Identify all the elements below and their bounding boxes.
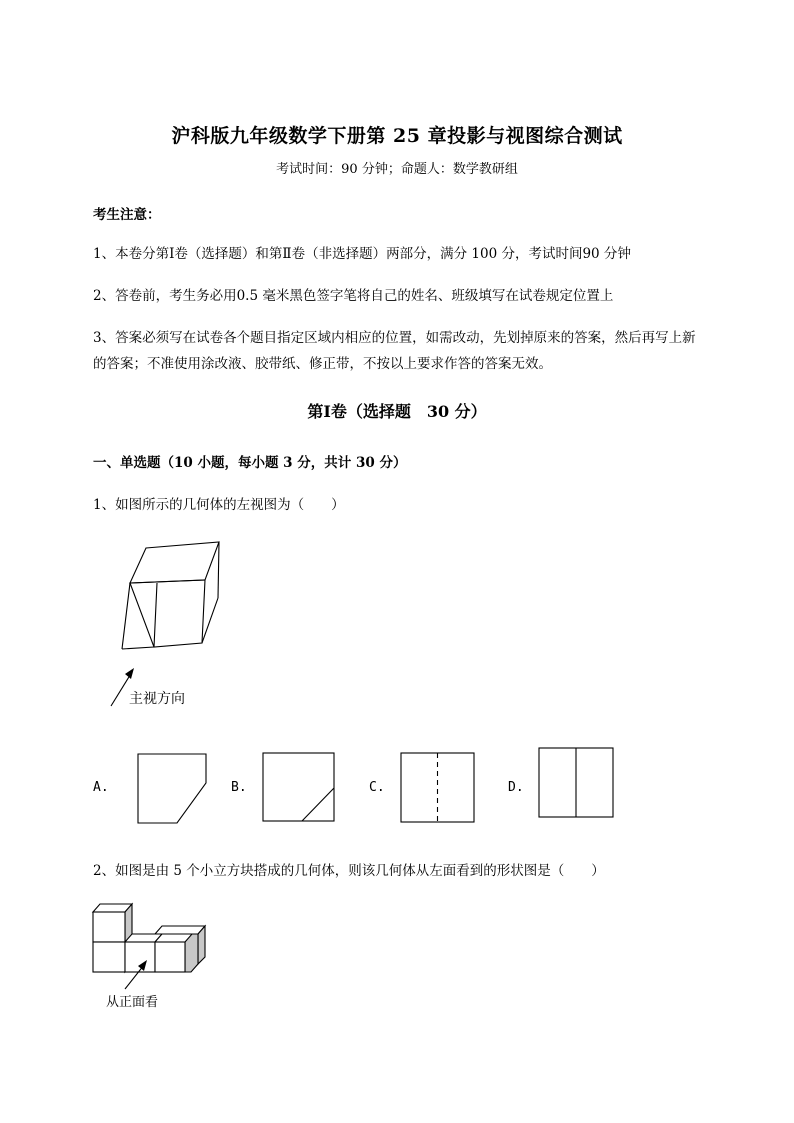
- option-a-figure[interactable]: [137, 753, 209, 825]
- notice-heading: 考生注意：: [93, 207, 161, 223]
- option-b-label[interactable]: B.: [231, 780, 247, 795]
- option-a-label[interactable]: A.: [93, 780, 109, 795]
- option-c-label[interactable]: C.: [369, 780, 385, 795]
- question-2-cubes-figure: [92, 899, 212, 999]
- option-d-label[interactable]: D.: [508, 780, 524, 795]
- option-c-figure[interactable]: [400, 752, 476, 824]
- section-title: 第Ⅰ卷（选择题 30 分）: [307, 402, 487, 421]
- option-b-figure[interactable]: [262, 752, 336, 824]
- option-d-figure[interactable]: [538, 747, 615, 819]
- question-2-view-label: 从正面看: [106, 995, 159, 1010]
- part-heading: 一、单选题（10 小题，每小题 3 分，共计 30 分）: [93, 455, 407, 471]
- question-2-stem: 2、如图是由 5 个小立方块搭成的几何体，则该几何体从左面看到的形状图是（ ）: [93, 863, 605, 879]
- notice-item-3-cont: 的答案；不准使用涂改液、胶带纸、修正带，不按以上要求作答的答案无效。: [93, 356, 552, 372]
- notice-item-1: 1、本卷分第Ⅰ卷（选择题）和第Ⅱ卷（非选择题）两部分，满分 100 分，考试时间90 分钟: [93, 246, 631, 262]
- notice-item-3: 3、答案必须写在试卷各个题目指定区域内相应的位置，如需改动，先划掉原来的答案，然后再写上新: [93, 330, 696, 346]
- question-1-stem: 1、如图所示的几何体的左视图为（ ）: [93, 497, 345, 513]
- question-1-view-label: 主视方向: [129, 691, 185, 707]
- exam-subtitle: 考试时间：90 分钟；命题人：数学教研组: [276, 162, 518, 177]
- exam-title: 沪科版九年级数学下册第 25 章投影与视图综合测试: [171, 125, 623, 147]
- notice-item-2: 2、答卷前，考生务必用0.5 毫米黑色签字笔将自己的姓名、班级填写在试卷规定位置上: [93, 288, 614, 304]
